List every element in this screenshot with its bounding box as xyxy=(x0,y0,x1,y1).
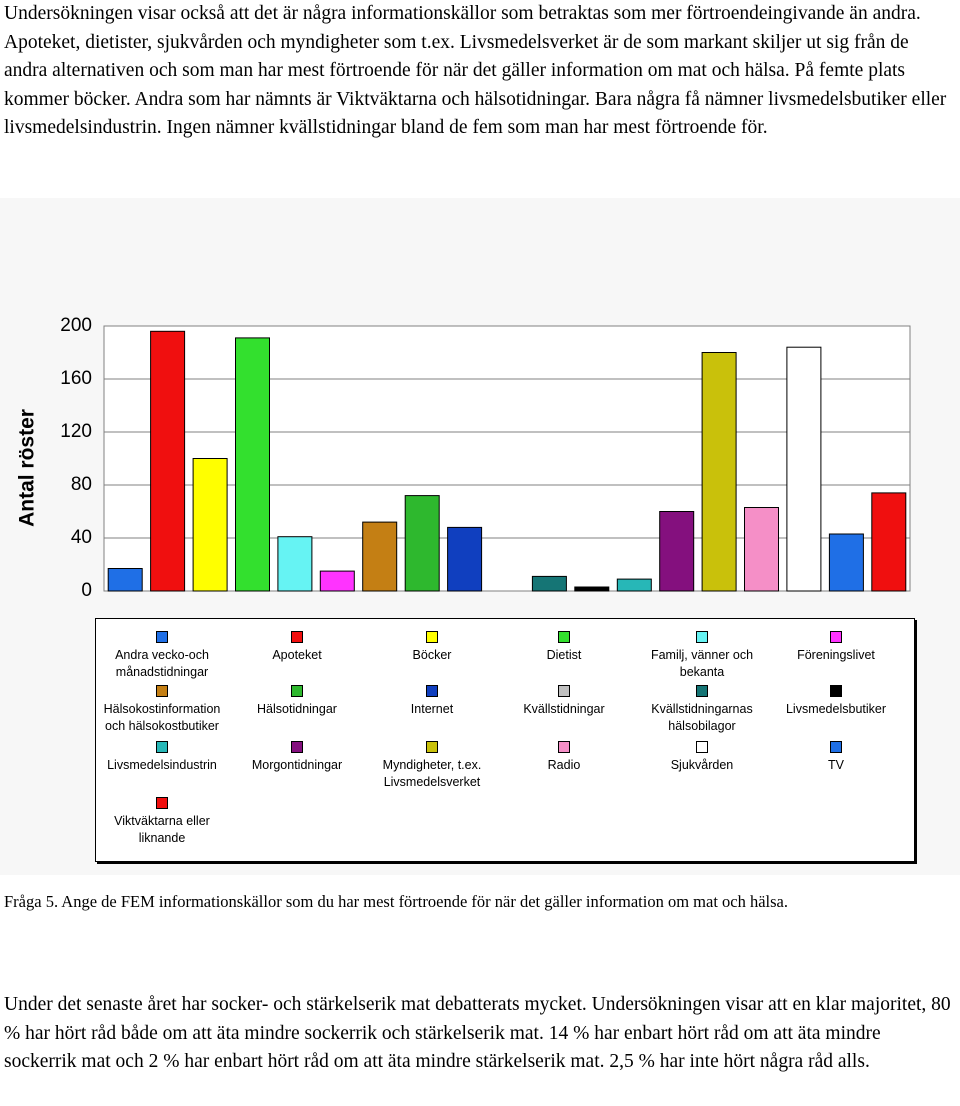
legend-item xyxy=(768,631,904,664)
bar-6 xyxy=(320,571,354,591)
legend-item xyxy=(94,741,230,774)
legend-label: Radio xyxy=(547,758,581,772)
legend-swatch xyxy=(696,741,708,753)
legend-swatch xyxy=(558,631,570,643)
legend-label: Apoteket xyxy=(272,648,322,662)
legend-label: TV xyxy=(828,758,844,772)
legend-label: Böcker xyxy=(412,648,452,662)
legend-swatch xyxy=(558,685,570,697)
bar-14 xyxy=(660,512,694,592)
legend-swatch xyxy=(830,631,842,643)
legend-swatch xyxy=(156,631,168,643)
intro-paragraph: Undersökningen visar också att det är några informationskällor som betraktas som mer förtroendeingivande än andra. Apoteket, dietister, sjukvården och myndigheter som t.ex. Livsmedelsverket är de som markant skiljer ut sig från de andra alternativen och som man har mest förtroende för när det gäller information om mat och hälsa. På femte plats kommer böcker. Andra som har nämnts är Viktväktarna och hälsotidningar. Bara några få nämner livsmedelsbutiker eller livsmedelsindustrin. Ingen nämner kvällstidningar bland de fem som man har mest förtroende för. xyxy=(4,3,947,139)
legend-item xyxy=(364,631,500,664)
legend-item xyxy=(229,685,365,718)
bar-8 xyxy=(405,496,439,591)
legend-label: Kvällstidningar xyxy=(523,702,605,716)
bar-5 xyxy=(278,537,312,591)
y-tick-label: 200 xyxy=(60,315,92,337)
legend-label: Kvällstidningarnas hälsobilagor xyxy=(651,702,753,733)
y-tick-label: 160 xyxy=(60,368,92,390)
legend-swatch xyxy=(696,631,708,643)
legend-swatch xyxy=(830,741,842,753)
legend-item xyxy=(94,631,230,681)
legend-item xyxy=(634,685,770,735)
legend-item xyxy=(634,741,770,774)
bar-16 xyxy=(745,508,779,592)
legend-label: Morgontidningar xyxy=(251,758,343,772)
legend-label: Dietist xyxy=(546,648,582,662)
bar-1 xyxy=(108,569,142,592)
legend-item xyxy=(768,685,904,718)
y-tick-labels xyxy=(60,315,92,601)
legend-swatch xyxy=(291,685,303,697)
legend-item xyxy=(496,685,632,718)
bar-19 xyxy=(872,493,906,591)
bar-2 xyxy=(151,331,185,591)
legend-item xyxy=(364,741,500,791)
legend-label: Andra vecko-och månadstidningar xyxy=(115,648,209,679)
legend-item xyxy=(94,685,230,735)
legend-item xyxy=(496,741,632,774)
legend-label: Familj, vänner och bekanta xyxy=(650,648,754,679)
y-axis-label: Antal röster xyxy=(15,409,39,527)
bar-18 xyxy=(829,534,863,591)
legend-swatch xyxy=(426,741,438,753)
legend-swatch xyxy=(558,741,570,753)
legend-label: Sjukvården xyxy=(670,758,734,772)
legend-swatch xyxy=(291,741,303,753)
legend-label: Myndigheter, t.ex. Livsmedelsverket xyxy=(382,758,482,789)
bar-13 xyxy=(617,579,651,591)
legend-item xyxy=(94,797,230,847)
bar-11 xyxy=(532,576,566,591)
chart-legend xyxy=(95,618,915,862)
legend-item xyxy=(229,631,365,664)
legend-item xyxy=(364,685,500,718)
legend-label: Hälsotidningar xyxy=(257,702,337,716)
legend-swatch xyxy=(156,797,168,809)
legend-label: Livsmedelsbutiker xyxy=(785,702,887,716)
bar-4 xyxy=(236,338,270,591)
legend-item xyxy=(768,741,904,774)
y-tick-label: 40 xyxy=(70,527,92,549)
bar-9 xyxy=(448,527,482,591)
legend-swatch xyxy=(156,685,168,697)
legend-label: Viktväktarna eller liknande xyxy=(114,814,210,845)
legend-item xyxy=(634,631,770,681)
legend-label: Föreningslivet xyxy=(797,648,875,662)
y-tick-label: 0 xyxy=(81,580,92,602)
bar-12 xyxy=(575,587,609,591)
legend-item xyxy=(229,741,365,774)
bar-7 xyxy=(363,522,397,591)
legend-item xyxy=(496,631,632,664)
chart-figure xyxy=(0,198,960,875)
figure-caption: Fråga 5. Ange de FEM informationskällor som du har mest förtroende för när det gäller information om mat och hälsa. xyxy=(4,892,789,911)
legend-swatch xyxy=(696,685,708,697)
y-tick-label: 80 xyxy=(70,474,92,496)
legend-swatch xyxy=(830,685,842,697)
bar-17 xyxy=(787,347,821,591)
y-tick-label: 120 xyxy=(60,421,92,443)
legend-swatch xyxy=(426,631,438,643)
closing-paragraph: Under det senaste året har socker- och stärkelserik mat debatterats mycket. Undersökningen visar att en klar majoritet, 80 % har hört råd både om att äta mindre sockerrik och stärkelserik mat. 14 % har enbart hört råd om att äta mindre sockerrik mat och 2 % har enbart hört råd om att äta mindre stärkelserik mat. 2,5 % har inte hört några råd alls. xyxy=(4,994,951,1073)
legend-label: Hälsokostinformation och hälsokostbutiker xyxy=(103,702,221,733)
bar-15 xyxy=(702,353,736,592)
legend-label: Livsmedelsindustrin xyxy=(107,758,217,772)
legend-label: Internet xyxy=(410,702,454,716)
bar-3 xyxy=(193,459,227,592)
legend-swatch xyxy=(426,685,438,697)
legend-swatch xyxy=(291,631,303,643)
legend-swatch xyxy=(156,741,168,753)
